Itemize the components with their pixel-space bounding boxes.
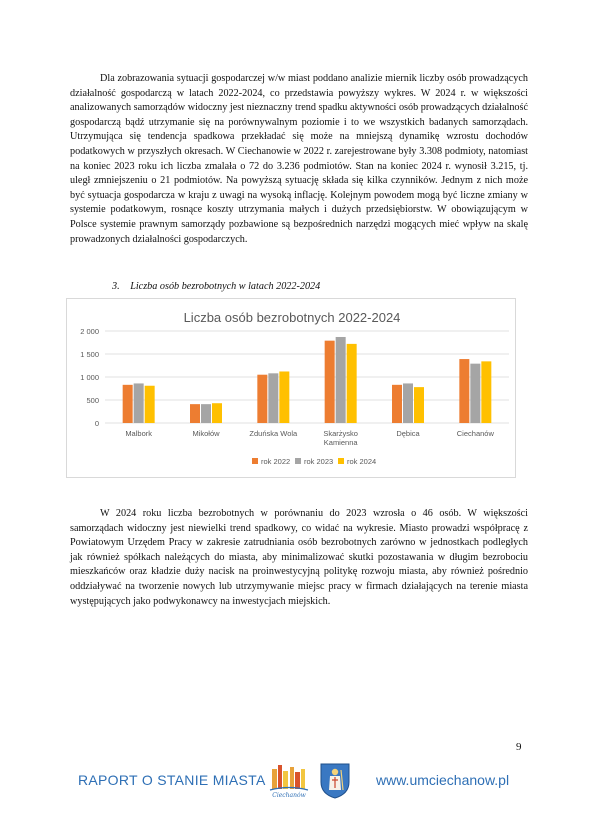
y-tick-label: 500: [86, 396, 99, 405]
bar: [212, 403, 222, 423]
x-tick-label: Mikołów: [192, 429, 220, 438]
bar: [459, 359, 469, 423]
section-heading: [112, 281, 320, 292]
legend-label: rok 2024: [347, 457, 377, 466]
footer-website: www.umciechanow.pl: [376, 772, 510, 788]
page-number: 9: [516, 741, 522, 753]
city-logo-icon: [268, 763, 310, 799]
coat-of-arms-icon: [319, 762, 351, 800]
chart-title: Liczba osób bezrobotnych 2022-2024: [183, 310, 401, 325]
bar: [403, 383, 413, 423]
unemployment-chart: [66, 298, 516, 478]
bar: [470, 364, 480, 423]
logo-text: Ciechanów: [272, 792, 306, 799]
section-title: Liczba osób bezrobotnych w latach 2022-2024: [130, 281, 321, 292]
y-tick-label: 2 000: [80, 327, 99, 336]
x-tick-label: Zduńska Wola: [249, 429, 298, 438]
legend-swatch: [295, 458, 301, 464]
section-number: 3.: [112, 281, 120, 292]
y-tick-label: 1 500: [80, 350, 99, 359]
bar: [481, 361, 491, 423]
legend-swatch: [252, 458, 258, 464]
legend-label: rok 2022: [261, 457, 291, 466]
bar: [392, 385, 402, 423]
bar: [190, 404, 200, 423]
y-tick-label: 0: [94, 419, 99, 428]
y-tick-label: 1 000: [80, 373, 99, 382]
unemployment-bar-chart: [67, 299, 517, 479]
x-tick-label: Dębica: [396, 429, 420, 438]
bar: [414, 387, 424, 423]
x-tick-label: Kamienna: [323, 438, 358, 447]
bar: [279, 371, 289, 423]
bar: [325, 341, 335, 423]
bar: [134, 383, 144, 423]
legend-label: rok 2023: [304, 457, 334, 466]
x-tick-label: Skarżysko: [323, 429, 358, 438]
bar: [145, 386, 155, 423]
footer-report-title: RAPORT O STANIE MIASTA: [78, 772, 266, 788]
paragraph-unemployment: W 2024 roku liczba bezrobotnych w porównaniu do 2023 wzrosła o 46 osób. W większości samorządach widoczny jest niewielki trend spadkowy, co widać na wykresie. Miasto prowadzi współpracę z Powiatowym Urzędem Pracy w zakresie zatrudniania osób bezrobotnych zarówno w jednostkach podległych jak również spółkach należących do miasta, aby minimalizować skutki pozostawania w długim bezrobociu mieszkańców oraz kładzie duży nacisk na proinwestycyjną politykę rozwoju miasta, aby również pośrednio oddziaływać na tworzenie nowych lub utrzymywanie miejsc pracy w firmach działających na terenie miasta występujących jako podwykonawcy na inwestycjach miejskich.: [70, 508, 528, 607]
bar: [347, 344, 357, 423]
x-tick-label: Ciechanów: [456, 429, 494, 438]
legend-swatch: [338, 458, 344, 464]
bar: [201, 404, 211, 423]
bar: [123, 385, 133, 423]
bar: [257, 375, 267, 423]
paragraph-business-activity: Dla zobrazowania sytuacji gospodarczej w/w miast poddano analizie miernik liczby osób prowadzących działalność gospodarczą w latach 2022-2024, co przedstawia powyższy wykres. W 2024 r. w większości analizowanych samorządów widoczny jest nieznaczny trend spadku aktywności osób prowadzących działalność gospodarczą bądź utrzymanie się na porównywalnym poziomie i to we wszystkich badanych samorządach. Utrzymująca się tendencja spadkowa przekładać się może na mniejszą dynamikę wzrostu dochodów podatkowych w przyszłych okresach. W Ciechanowie w 2022 r. zarejestrowane były 3.308 podmioty, natomiast na koniec 2023 roku ich liczba zmalała o 72 do 3.236 podmiotów. Stan na koniec 2024 r. wynosił 3.215, tj. uległ zmniejszeniu o 21 podmiotów. Na powyższą sytuację składa się kilka czynników. Jednym z nich może być sytuacja gospodarcza w kraju z uwagi na wysoką inflację. Kolejnym powodem mogą być liczne zmiany w systemie podatkowym, rosnące koszty utrzymania małych i dużych przedsiębiorstw. W obowiązującym w Polsce systemie prawnym samorządy pozbawione są bezpośrednich narzędzi mogących mieć wpływ na skalę prowadzonych działalności gospodarczych.: [70, 73, 528, 245]
x-tick-label: Malbork: [125, 429, 153, 438]
bar: [336, 337, 346, 423]
bar: [268, 373, 278, 423]
